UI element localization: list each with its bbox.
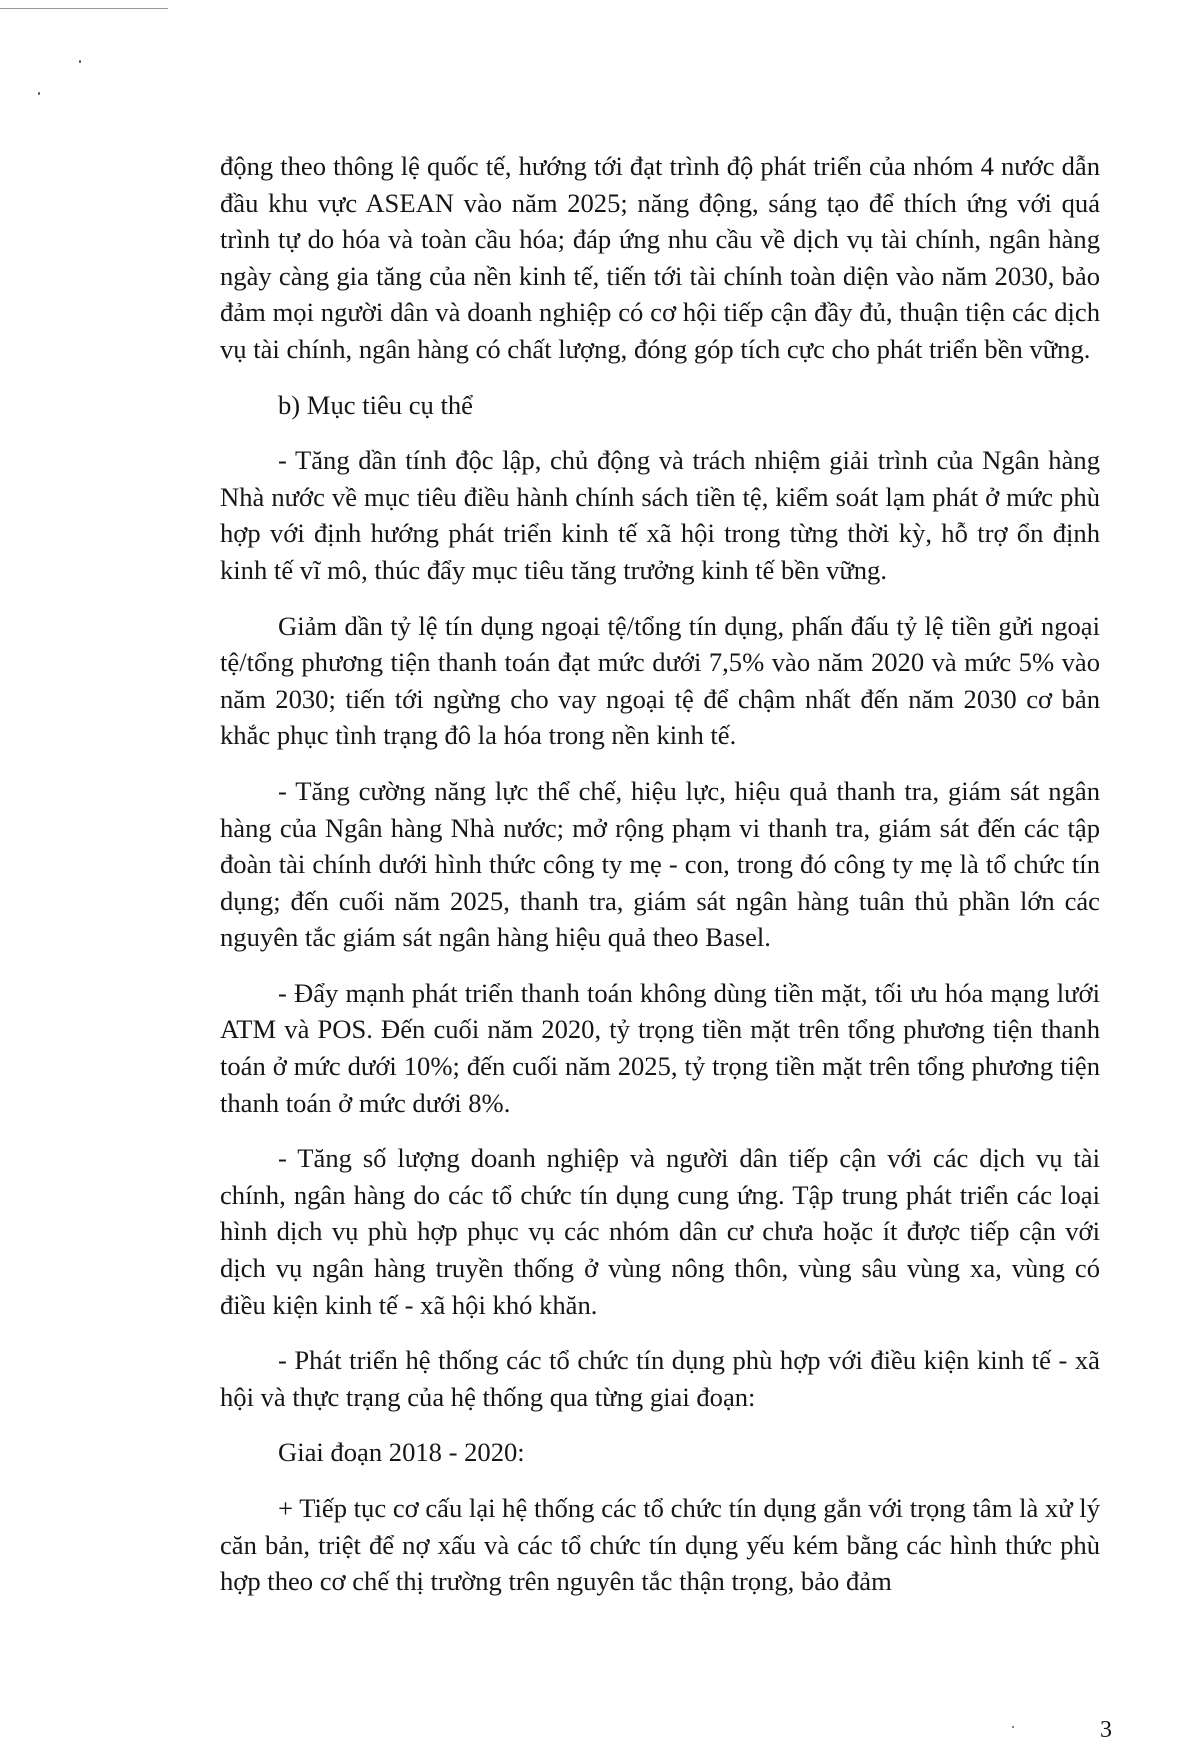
scan-speck (38, 92, 40, 95)
document-body (220, 148, 1100, 1600)
scan-speck (79, 60, 81, 63)
phase-heading: Giai đoạn 2018 - 2020: (278, 1437, 525, 1468)
section-heading-specific-objectives: b) Mục tiêu cụ thể (278, 389, 473, 420)
scan-speck (1012, 1726, 1014, 1728)
paragraph-foreign-currency: Giảm dần tỷ lệ tín dụng ngoại tệ/tổng tín dụng, phấn đấu tỷ lệ tiền gửi ngoại tệ/tổng phương tiện thanh toán đạt mức dưới 7,5% vào năm 2020 và mức 5% vào năm 2030; tiến tới ngừng cho vay ngoại tệ để chậm nhất đến năm 2030 cơ bản khắc phục tình trạng đô la hóa trong nền kinh tế. (220, 610, 1100, 751)
page-number: 3 (1100, 1717, 1112, 1743)
paragraph-continuation: động theo thông lệ quốc tế, hướng tới đạt trình độ phát triển của nhóm 4 nước dẫn đầu khu vực ASEAN vào năm 2025; năng động, sáng tạo để thích ứng với quá trình tự do hóa và toàn cầu hóa; đáp ứng nhu cầu về dịch vụ tài chính, ngân hàng ngày càng gia tăng của nền kinh tế, tiến tới tài chính toàn diện vào năm 2030, bảo đảm mọi người dân và doanh nghiệp có cơ hội tiếp cận đầy đủ, thuận tiện các dịch vụ tài chính, ngân hàng có chất lượng, đóng góp tích cực cho phát triển bền vững. (220, 151, 1100, 364)
paragraph-financial-access: - Tăng số lượng doanh nghiệp và người dân tiếp cận với các dịch vụ tài chính, ngân hàng do các tổ chức tín dụng cung ứng. Tập trung phát triển các loại hình dịch vụ phù hợp phục vụ các nhóm dân cư chưa hoặc ít được tiếp cận với dịch vụ ngân hàng truyền thống ở vùng nông thôn, vùng sâu vùng xa, vùng có điều kiện kinh tế - xã hội khó khăn. (220, 1143, 1100, 1320)
paragraph-cashless-payment: - Đẩy mạnh phát triển thanh toán không dùng tiền mặt, tối ưu hóa mạng lưới ATM và POS. Đến cuối năm 2020, tỷ trọng tiền mặt trên tổng phương tiện thanh toán ở mức dưới 10%; đến cuối năm 2025, tỷ trọng tiền mặt trên tổng phương tiện thanh toán ở mức dưới 8%. (220, 977, 1100, 1118)
scan-edge-line (0, 8, 168, 9)
paragraph-monetary-policy: - Tăng dần tính độc lập, chủ động và trách nhiệm giải trình của Ngân hàng Nhà nước về mục tiêu điều hành chính sách tiền tệ, kiểm soát lạm phát ở mức phù hợp với định hướng phát triển kinh tế xã hội trong từng thời kỳ, hỗ trợ ổn định kinh tế vĩ mô, thúc đẩy mục tiêu tăng trưởng kinh tế bền vững. (220, 445, 1100, 585)
paragraph-restructuring: + Tiếp tục cơ cấu lại hệ thống các tổ chức tín dụng gắn với trọng tâm là xử lý căn bản, triệt để nợ xấu và các tổ chức tín dụng yếu kém bằng các hình thức phù hợp theo cơ chế thị trường trên nguyên tắc thận trọng, bảo đảm (220, 1493, 1100, 1597)
paragraph-supervision: - Tăng cường năng lực thể chế, hiệu lực, hiệu quả thanh tra, giám sát ngân hàng của Ngân hàng Nhà nước; mở rộng phạm vi thanh tra, giám sát đến các tập đoàn tài chính dưới hình thức công ty mẹ - con, trong đó công ty mẹ là tổ chức tín dụng; đến cuối năm 2025, thanh tra, giám sát ngân hàng tuân thủ phần lớn các nguyên tắc giám sát ngân hàng hiệu quả theo Basel. (220, 775, 1100, 953)
paragraph-credit-institutions: - Phát triển hệ thống các tổ chức tín dụng phù hợp với điều kiện kinh tế - xã hội và thực trạng của hệ thống qua từng giai đoạn: (220, 1345, 1100, 1412)
